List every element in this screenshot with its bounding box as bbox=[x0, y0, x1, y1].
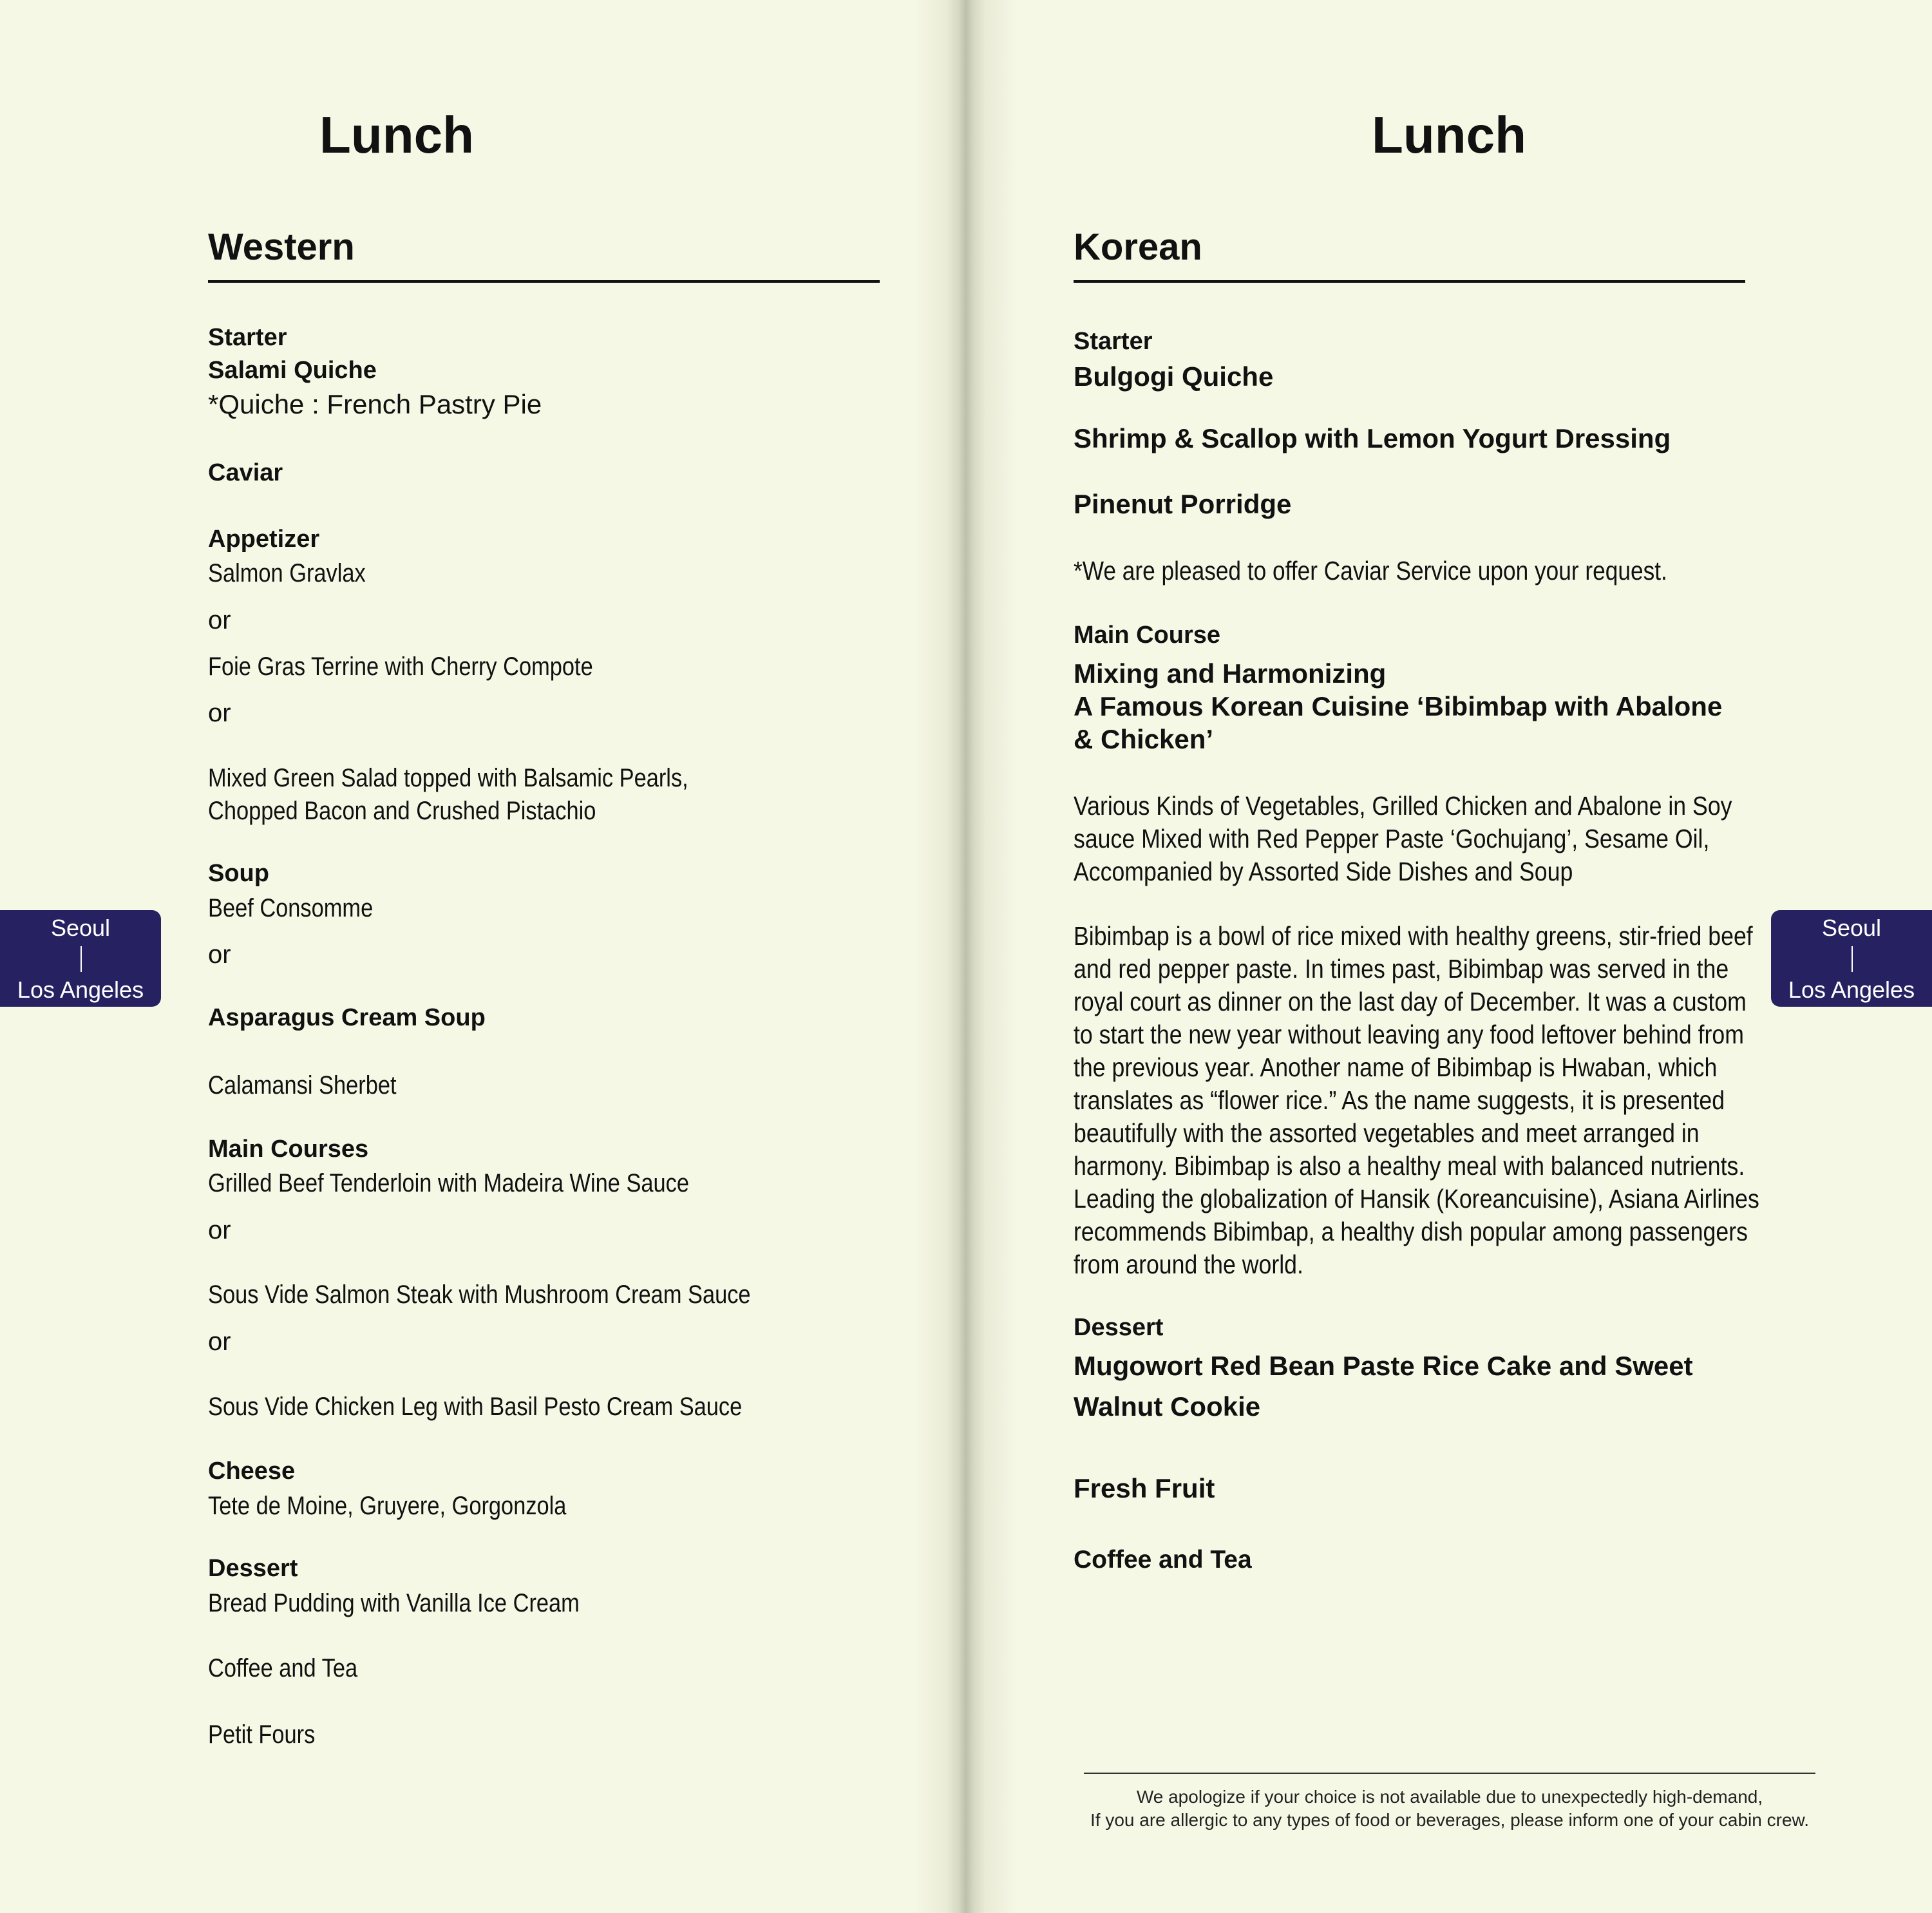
coffee-item: Coffee and Tea bbox=[1074, 1546, 1252, 1574]
section-heading-western: Western bbox=[208, 229, 880, 283]
appetizer-item: Foie Gras Terrine with Cherry Compote bbox=[208, 652, 593, 681]
appetizer-label: Appetizer bbox=[208, 526, 320, 553]
starter-dish: Salami Quiche bbox=[208, 357, 377, 384]
fruit-item: Fresh Fruit bbox=[1074, 1473, 1215, 1503]
main-course-title-line3: & Chicken’ bbox=[1074, 724, 1214, 754]
footer-line: We apologize if your choice is not available due to unexpectedly high-demand, bbox=[1136, 1787, 1763, 1807]
dessert-label: Dessert bbox=[208, 1555, 298, 1582]
route-divider bbox=[80, 946, 82, 972]
soup-item: Beef Consomme bbox=[208, 894, 374, 922]
caviar-label: Caviar bbox=[208, 459, 283, 486]
destination-city: Los Angeles bbox=[17, 976, 144, 1003]
starter-item: Shrimp & Scallop with Lemon Yogurt Dressing bbox=[1074, 423, 1671, 453]
main-course-item: Sous Vide Salmon Steak with Mushroom Cream Sauce bbox=[208, 1280, 751, 1309]
route-tab bbox=[0, 910, 161, 1007]
appetizer-item-line2: Chopped Bacon and Crushed Pistachio bbox=[208, 797, 596, 825]
section-heading-korean: Korean bbox=[1074, 229, 1745, 283]
origin-city: Seoul bbox=[1821, 915, 1882, 941]
main-course-title-line2: A Famous Korean Cuisine ‘Bibimbap with Abalone bbox=[1074, 691, 1723, 721]
soup-item-asparagus: Asparagus Cream Soup bbox=[208, 1004, 486, 1031]
main-course-item: Grilled Beef Tenderloin with Madeira Wine Sauce bbox=[208, 1169, 689, 1197]
or-separator: or bbox=[208, 1328, 231, 1356]
dessert-item-line2: Walnut Cookie bbox=[1074, 1391, 1261, 1422]
route-divider bbox=[1852, 946, 1853, 972]
soup-label: Soup bbox=[208, 860, 269, 887]
main-course-description: Various Kinds of Vegetables, Grilled Chicken and Abalone in Soy sauce Mixed with Red Pepper Paste ‘Gochujang’, Sesame Oil, Accompanied by Assorted Side Dishes and Soup bbox=[1074, 791, 1732, 886]
sherbet-item: Calamansi Sherbet bbox=[208, 1071, 397, 1099]
starter-item: Pinenut Porridge bbox=[1074, 489, 1292, 519]
right-page bbox=[966, 0, 1932, 1913]
or-separator: or bbox=[208, 1216, 231, 1244]
starter-label: Starter bbox=[208, 324, 287, 351]
appetizer-item: Salmon Gravlax bbox=[208, 559, 366, 587]
or-separator: or bbox=[208, 699, 231, 727]
destination-city: Los Angeles bbox=[1788, 976, 1915, 1003]
dessert-label: Dessert bbox=[1074, 1314, 1164, 1341]
cheese-label: Cheese bbox=[208, 1458, 296, 1485]
origin-city: Seoul bbox=[50, 915, 111, 941]
coffee-item: Coffee and Tea bbox=[208, 1654, 358, 1682]
or-separator: or bbox=[208, 606, 231, 634]
main-course-label: Main Course bbox=[1074, 622, 1221, 649]
main-course-item: Sous Vide Chicken Leg with Basil Pesto Cream Sauce bbox=[208, 1393, 743, 1421]
footer-notice bbox=[1084, 1785, 1815, 1832]
bibimbap-story: Bibimbap is a bowl of rice mixed with healthy greens, stir-fried beef and red pepper paste. In times past, Bibimbap was served in the royal court as dinner on the last day of December. It was a custom to start the new year without leaving any food leftover behind from the previous year. Another name of Bibimbap is Hwaban, which translates as “flower rice.” As the name suggests, it is presented beautifully with the assorted vegetables and meet arranged in harmony. Bibimbap is also a healthy meal with balanced nutrients. Leading the globalization of Hansik (Koreancuisine), Asiana Airlines recommends Bibimbap, a healthy dish popular among passengers from around the world. bbox=[1074, 921, 1759, 1279]
starter-item: Bulgogi Quiche bbox=[1074, 361, 1274, 392]
dessert-item: Mugowort Red Bean Paste Rice Cake and Sweet bbox=[1074, 1351, 1693, 1381]
starter-label: Starter bbox=[1074, 328, 1153, 355]
page-title: Lunch bbox=[319, 106, 474, 164]
petit-fours-item: Petit Fours bbox=[208, 1720, 316, 1749]
main-courses-label: Main Courses bbox=[208, 1136, 369, 1163]
dessert-item: Bread Pudding with Vanilla Ice Cream bbox=[208, 1589, 580, 1617]
starter-note: *Quiche : French Pastry Pie bbox=[208, 389, 542, 419]
appetizer-item: Mixed Green Salad topped with Balsamic Pearls, bbox=[208, 764, 688, 792]
page-title: Lunch bbox=[1372, 106, 1526, 164]
footer-line: If you are allergic to any types of food or beverages, please inform one of your cabin crew. bbox=[1090, 1810, 1809, 1830]
main-course-title: Mixing and Harmonizing bbox=[1074, 658, 1387, 689]
cheese-item: Tete de Moine, Gruyere, Gorgonzola bbox=[208, 1492, 567, 1520]
or-separator: or bbox=[208, 940, 231, 969]
route-tab bbox=[1771, 910, 1932, 1007]
book-spine bbox=[958, 0, 974, 1913]
footer-divider bbox=[1084, 1773, 1815, 1774]
caviar-note: *We are pleased to offer Caviar Service upon your request. bbox=[1074, 556, 1667, 585]
